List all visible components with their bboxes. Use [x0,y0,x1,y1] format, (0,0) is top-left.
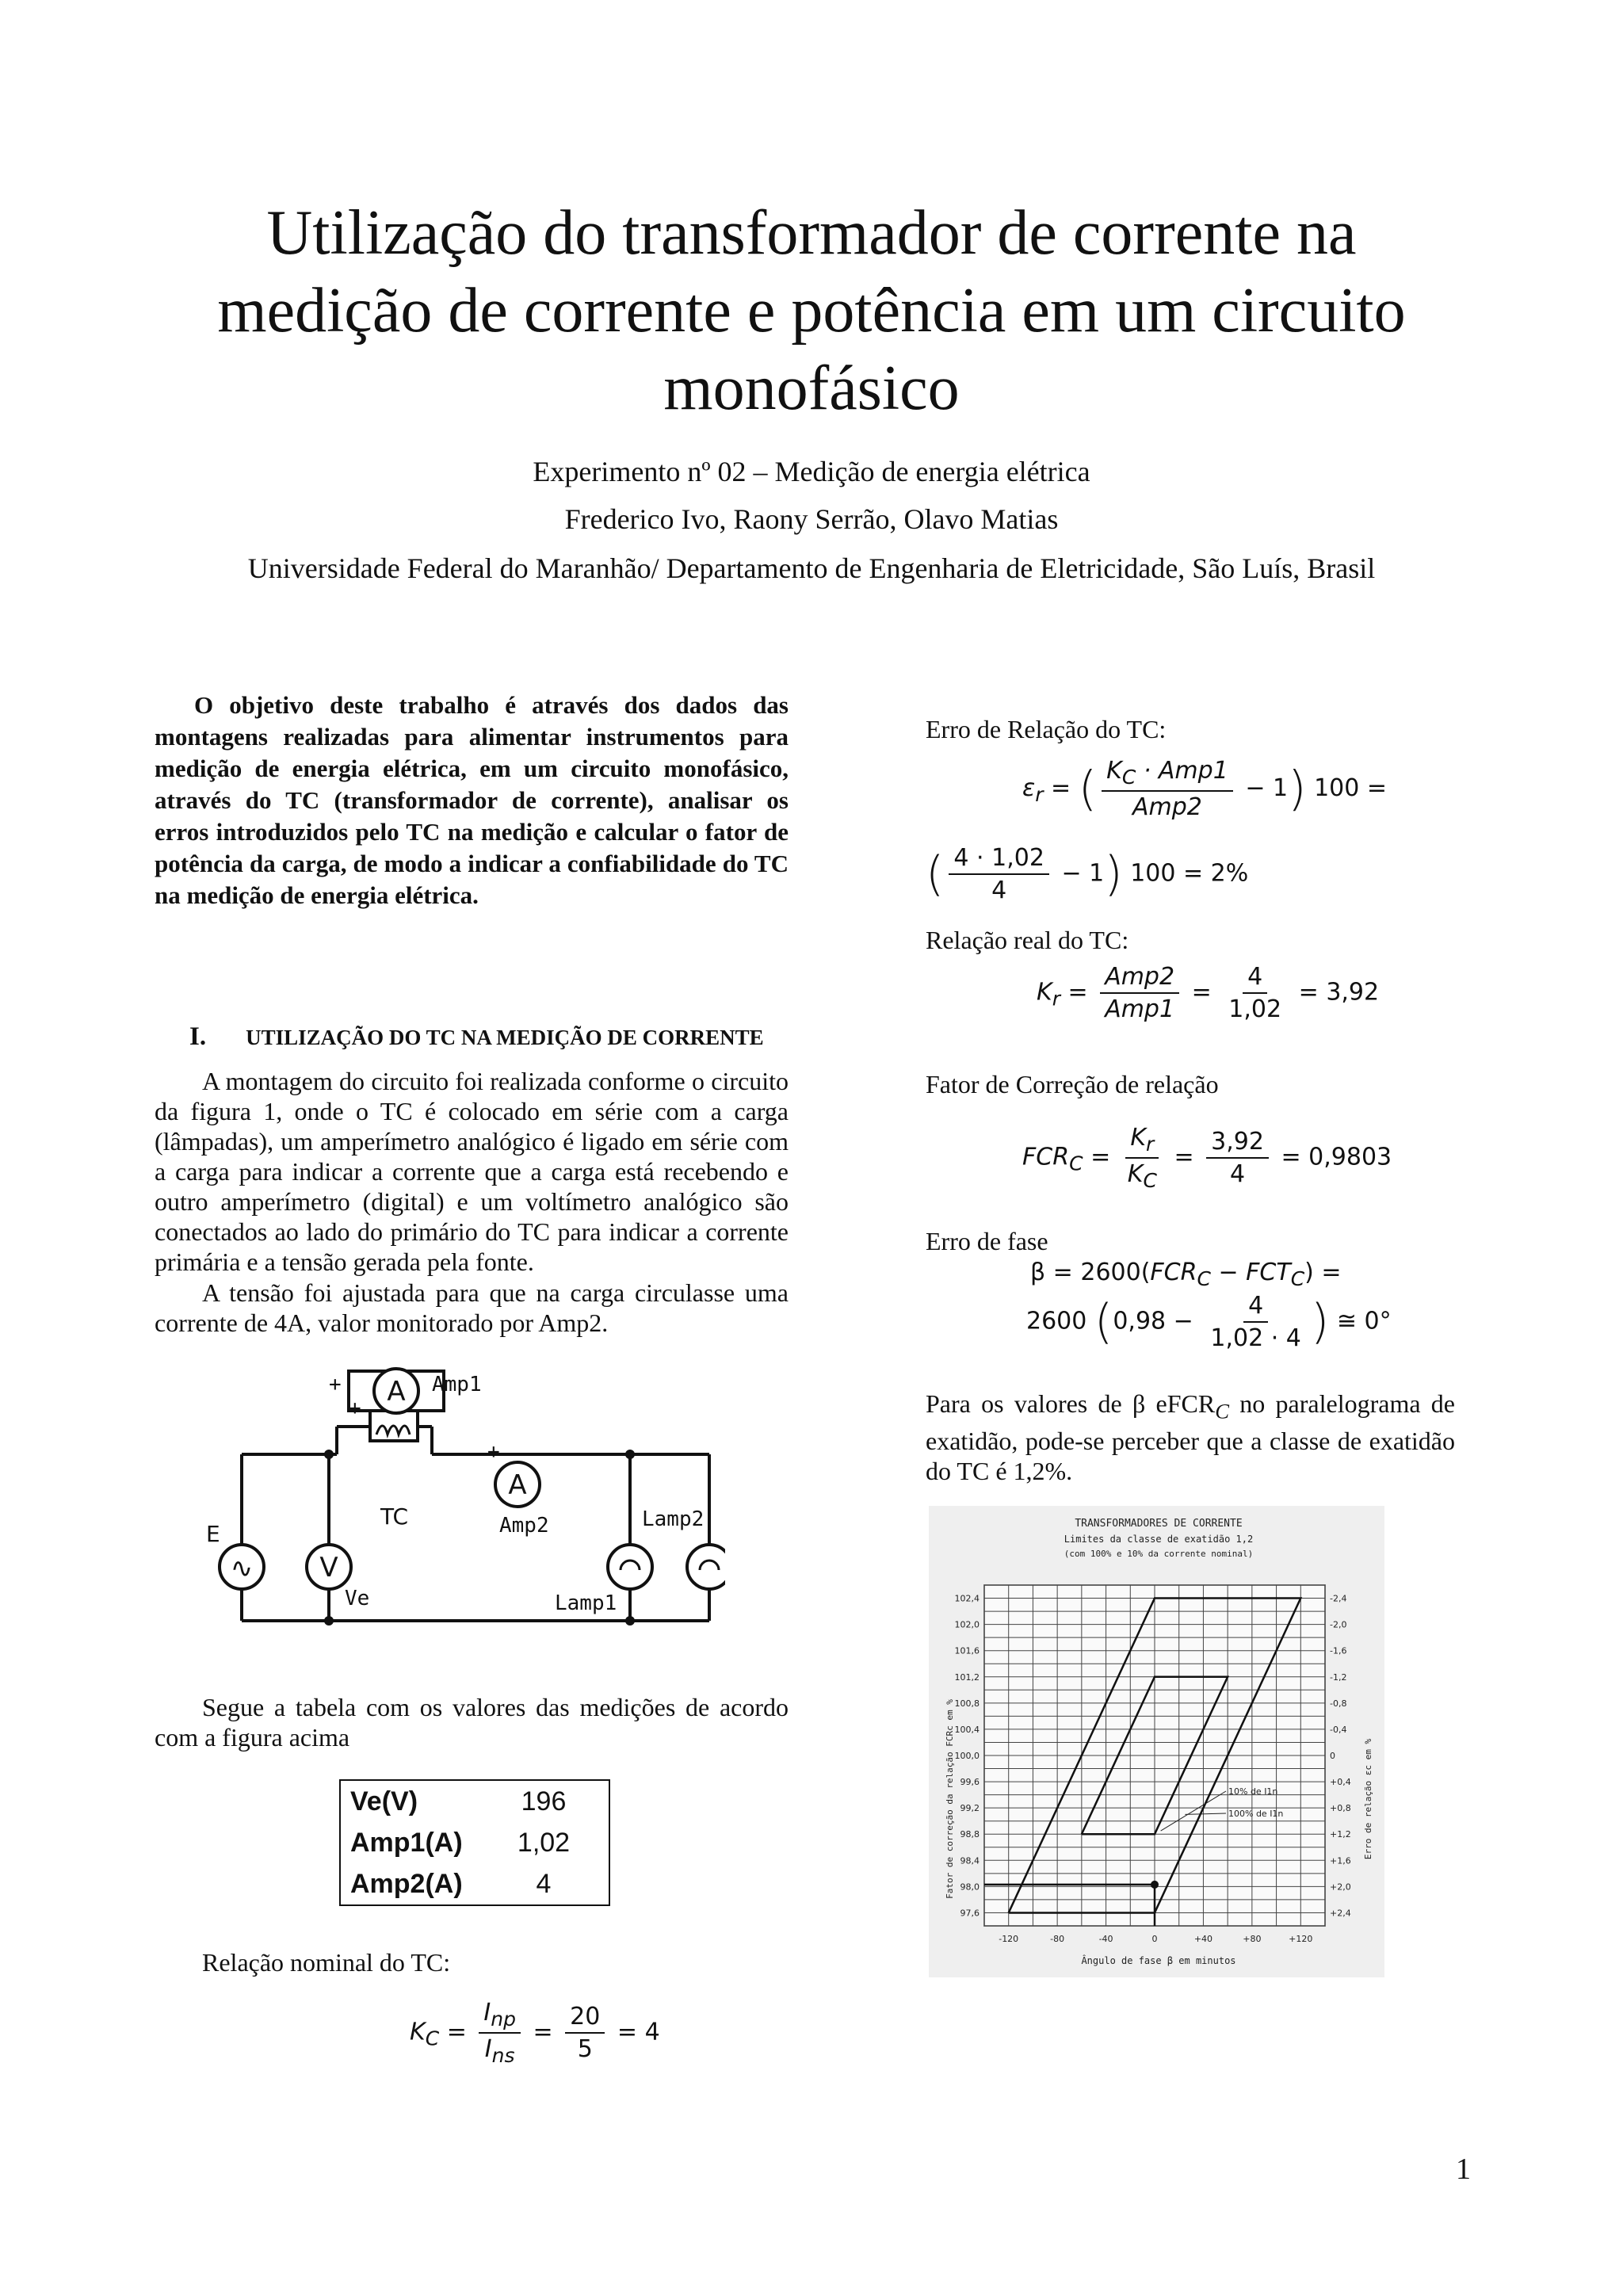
chart-y-tick-label-left: 102,4 [954,1593,980,1604]
label-lamp1: Lamp1 [555,1591,617,1615]
circuit-diagram [202,1367,725,1668]
plus-amp2: + [487,1440,500,1464]
kc-result: = 4 [617,2018,660,2046]
page-title [119,194,1504,427]
abstract: O objetivo deste trabalho é através dos dados das montagens realizadas para alimentar instrumentos para medição de energia elétrica, em um circuito monofásico, através do TC (transformador de corrente), analisar os erros introduzidos pelo TC na medição e calcular o fator de potência da carga, de modo a indicar a confiabilidade do TC na medição de energia elétrica. [155,691,789,909]
annotation-100pct: 100% de I1n [1228,1809,1284,1819]
voltmeter-symbol: V [319,1552,338,1584]
fcr-label: Fator de Correção de relação [926,1070,1219,1098]
table-cell-value: 1,02 [517,1827,571,1858]
chart-y-tick-label-right: +1,6 [1330,1855,1351,1866]
chart-y-tick-label-left: 99,2 [960,1803,980,1814]
equation-er-2: ( $\frac{4 \cdot 1,02}{4}$ − 1) 100 = 2% [926,844,1249,904]
chart-y-tick-label-right: -1,2 [1330,1671,1347,1683]
chart-x-tick-label: 0 [1151,1934,1158,1944]
chart-y-tick-label-left: 98,4 [960,1855,980,1866]
table-cell-key: Amp2(A) [350,1868,463,1899]
accuracy-chart [929,1506,1384,1977]
section-title: UTILIZAÇÃO DO TC NA MEDIÇÃO DE CORRENTE [246,1026,764,1049]
chart-x-tick-label: -80 [1050,1934,1065,1944]
section-number: I. [189,1022,207,1051]
annotation-10pct: 10% de I1n [1228,1786,1278,1797]
section-paragraph-2: A tensão foi ajustada para que na carga circulasse uma corrente de 4A, valor monitorado por Amp2. [155,1278,789,1337]
chart-y-tick-label-right: +0,8 [1330,1803,1351,1814]
label-amp2: Amp2 [499,1514,549,1538]
equation-fcr: $FCR_C$ = $\frac{K_r}{K_C}$ = $\frac{3,92}{4}$ = 0,9803 [1022,1124,1392,1192]
measurements-table [339,1779,610,1906]
chart-y-tick-label-right: +2,4 [1330,1908,1351,1919]
equation-er-1: $\varepsilon_r$ = ( $\frac{K_C \cdot Amp1}{\text{Amp2}}$ − 1) 100 = [1022,757,1387,821]
chart-y-tick-label-left: 99,6 [960,1777,980,1788]
chart-subtitle-2: (com 100% e 10% da corrente nominal) [1064,1549,1254,1559]
chart-xlabel: Ângulo de fase β em minutos [1081,1955,1236,1966]
table-cell-key: Amp1(A) [350,1827,463,1858]
label-amp1: Amp1 [432,1373,482,1396]
chart-ylabel-left: Fator de correção da relação FCRc em % [945,1699,955,1899]
chart-y-tick-label-right: -0,4 [1330,1724,1347,1735]
section-paragraph-3: Segue a tabela com os valores das medições de acordo com a figura acima [155,1693,789,1752]
equation-kr: $K_r$ = $\frac{\text{Amp2}}{\text{Amp1}}$ = $\frac{4}{1,02}$ = 3,92 [1037,963,1380,1023]
kc-lhs-sub: C [425,2027,440,2050]
chart-marker-point [1151,1881,1159,1889]
equation-beta-2: 2600 (0,98 − $\frac{4}{1,02 \cdot 4}$ ) ≅ 0° [1026,1292,1392,1352]
title-line-1: Utilização do transformador de corrente na [266,198,1357,268]
chart-title: TRANSFORMADORES DE CORRENTE [1075,1518,1243,1530]
amp2-symbol: A [508,1469,527,1501]
chart-y-tick-label-left: 98,0 [960,1881,980,1893]
chart-y-tick-label-right: +1,2 [1330,1829,1351,1840]
chart-y-tick-label-left: 97,6 [960,1908,980,1919]
chart-subtitle-1: Limites da classe de exatidão 1,2 [1064,1534,1254,1545]
chart-ylabel-right: Erro de relação εc em % [1363,1738,1373,1860]
experiment-line: Experimento nº 02 – Medição de energia elétrica [533,456,1090,487]
chart-x-tick-label: +120 [1289,1934,1313,1944]
table-row [340,1780,609,1822]
equation-kc: $K_C$ = $\frac{I_{np}}{I_{ns}}$ = $\frac{20}{5}$ = 4 [410,1999,660,2067]
table-row [340,1822,609,1863]
erro-fase-label: Erro de fase [926,1227,1048,1255]
affiliation-line: Universidade Federal do Maranhão/ Departamento de Engenharia de Eletricidade, São Luís, Brasil [247,552,1376,584]
chart-y-tick-label-left: 98,8 [960,1829,980,1840]
chart-x-tick-label: +80 [1243,1934,1262,1944]
table-cell-value: 4 [536,1868,552,1899]
plus-amp1-b: + [329,1373,342,1396]
chart-y-tick-label-right: -1,6 [1330,1645,1347,1656]
title-line-2: medição de corrente e potência em um circuito [217,276,1406,346]
amp1-symbol: A [387,1376,406,1408]
chart-y-tick-label-left: 100,0 [954,1751,980,1761]
chart-y-tick-label-right: +2,0 [1330,1881,1351,1893]
label-lamp2: Lamp2 [642,1507,705,1531]
chart-y-tick-label-left: 101,6 [954,1645,980,1656]
chart-y-tick-label-right: -2,4 [1330,1593,1347,1604]
equation-beta-1: $\beta = 2600(FCR_C - FCT_C)$ = [1030,1259,1342,1290]
chart-y-tick-label-left: 102,0 [954,1619,980,1630]
chart-y-tick-label-left: 100,8 [954,1698,980,1709]
chart-x-tick-label: -40 [1098,1934,1113,1944]
section-heading [155,1022,789,1052]
chart-x-tick-label: -120 [999,1934,1019,1944]
table-cell-key: Ve(V) [350,1786,418,1817]
chart-y-tick-label-left: 101,2 [954,1671,980,1683]
title-line-3: monofásico [663,353,960,423]
nominal-relation-label: Relação nominal do TC: [202,1948,451,1977]
page-number: 1 [1456,2153,1471,2186]
erro-relacao-label: Erro de Relação do TC: [926,715,1167,743]
plus-amp1-a: + [349,1396,361,1420]
label-e: E [206,1521,220,1547]
conclusion-paragraph: Para os valores de β eFCR$_C$ no paralelograma de exatidão, pode-se perceber que a classe de exatidão do TC é 1,2%. [926,1389,1455,1486]
chart-x-tick-label: +40 [1193,1934,1213,1944]
table-cell-value: 196 [521,1786,567,1817]
table-row [340,1863,609,1905]
chart-y-tick-label-right: +0,4 [1330,1777,1351,1788]
source-symbol: ∿ [230,1553,254,1584]
section-paragraph-1: A montagem do circuito foi realizada conforme o circuito da figura 1, onde o TC é colocado em série com a carga (lâmpadas), um amperímetro analógico é ligado em série com a carga para indicar a corrente que a carga está recebendo e outro amperímetro (digital) e um voltímetro analógico são conectados ao lado do primário do TC para indicar a corrente primária e a tensão gerada pela fonte. [155,1067,789,1276]
chart-y-tick-label-right: 0 [1330,1751,1335,1761]
label-ve: Ve [345,1587,370,1610]
authors-line: Frederico Ivo, Raony Serrão, Olavo Matias [564,503,1059,535]
kc-lhs: K [410,2018,426,2046]
chart-y-tick-label-right: -0,8 [1330,1698,1347,1709]
label-tc: TC [380,1503,409,1530]
chart-y-tick-label-left: 100,4 [954,1724,980,1735]
chart-y-tick-label-right: -2,0 [1330,1619,1347,1630]
relacao-real-label: Relação real do TC: [926,926,1129,954]
